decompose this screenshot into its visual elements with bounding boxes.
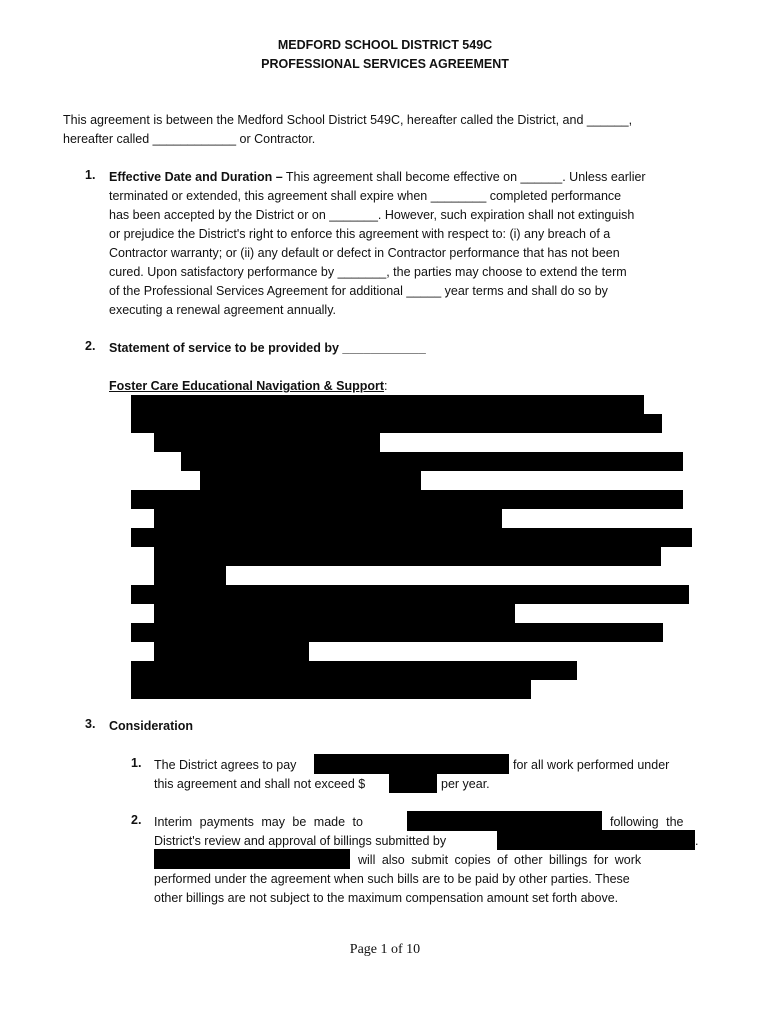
- section-1-line-6: cured. Upon satisfactory performance by _______, the parties may choose to extend the term: [109, 265, 627, 279]
- redaction-bar: [131, 585, 689, 604]
- section-2-subheading-colon: :: [384, 379, 388, 393]
- redaction-bar: [154, 849, 350, 869]
- section-3-item-2-text-a: Interim payments may be made to: [154, 815, 363, 829]
- redaction-bar: [497, 830, 695, 850]
- section-3-item-2-text-c: District's review and approval of billings submitted by: [154, 834, 447, 848]
- section-1-number: 1.: [85, 168, 96, 182]
- page-number: Page 1 of 10: [349, 942, 421, 957]
- section-3-heading: Consideration: [109, 719, 194, 733]
- redaction-bar: [154, 566, 226, 585]
- section-3-item-2-text-d: .: [695, 834, 699, 848]
- section-3-item-1-number: 1.: [131, 756, 142, 770]
- redaction-bar: [154, 509, 502, 528]
- document-title: MEDFORD SCHOOL DISTRICT 549C: [277, 38, 493, 52]
- document-subtitle: PROFESSIONAL SERVICES AGREEMENT: [261, 57, 509, 71]
- section-3-number: 3.: [85, 717, 96, 731]
- redaction-bar: [389, 773, 437, 793]
- section-1-line-5: Contractor warranty; or (ii) any default or defect in Contractor performance that has not been: [109, 246, 620, 260]
- redaction-bar: [314, 754, 509, 774]
- section-1-heading: Effective Date and Duration –: [109, 170, 283, 184]
- section-1-line-1-text: This agreement shall become effective on ______. Unless earlier: [282, 170, 646, 184]
- intro-line-1: This agreement is between the Medford School District 549C, hereafter called the District, and ______,: [63, 113, 633, 127]
- section-3-item-2-text-f: performed under the agreement when such bills are to be paid by other parties. These: [154, 872, 630, 886]
- redaction-bar: [131, 623, 663, 642]
- section-1-line-3: has been accepted by the District or on _______. However, such expiration shall not extinguish: [109, 208, 635, 222]
- section-1-line-8: executing a renewal agreement annually.: [109, 303, 336, 317]
- redaction-bar: [154, 642, 309, 661]
- section-1-line-2: terminated or extended, this agreement shall expire when ________ completed performance: [109, 189, 622, 203]
- redaction-bar: [154, 604, 515, 623]
- section-3-item-2-number: 2.: [131, 813, 142, 827]
- section-1-line-4: or prejudice the District's right to enforce this agreement with respect to: (i) any breach of a: [109, 227, 611, 241]
- section-3-item-1-text-d: per year.: [441, 777, 490, 791]
- section-3-item-1-text-c: this agreement and shall not exceed $: [154, 777, 366, 791]
- section-3-item-1-text-a: The District agrees to pay: [154, 758, 297, 772]
- section-1-line-1: [109, 168, 699, 187]
- redaction-bar: [154, 433, 380, 452]
- redaction-bar: [131, 490, 683, 509]
- redaction-bar: [131, 661, 577, 680]
- redaction-bar: [407, 811, 602, 831]
- section-1-line-7: of the Professional Services Agreement for additional _____ year terms and shall do so by: [109, 284, 608, 298]
- section-3-item-2-text-g: other billings are not subject to the maximum compensation amount set forth above.: [154, 891, 619, 905]
- redaction-bar: [131, 680, 531, 699]
- intro-line-2: hereafter called ____________ or Contractor.: [63, 132, 316, 146]
- redaction-bar: [131, 528, 692, 547]
- redaction-bar: [131, 395, 644, 414]
- redaction-bar: [200, 471, 421, 490]
- section-3-item-2-text-b: following the: [610, 815, 684, 829]
- section-2-subheading-text: Foster Care Educational Navigation & Support: [109, 379, 385, 393]
- section-3-item-1-text-b: for all work performed under: [513, 758, 670, 772]
- section-2-subheading: [109, 377, 388, 396]
- section-2-number: 2.: [85, 339, 96, 353]
- redaction-bar: [131, 414, 662, 433]
- section-3-item-2-text-e: will also submit copies of other billings for work: [358, 853, 642, 867]
- section-2-heading: Statement of service to be provided by ____________: [109, 341, 426, 355]
- redaction-bar: [154, 547, 661, 566]
- redaction-bar: [181, 452, 683, 471]
